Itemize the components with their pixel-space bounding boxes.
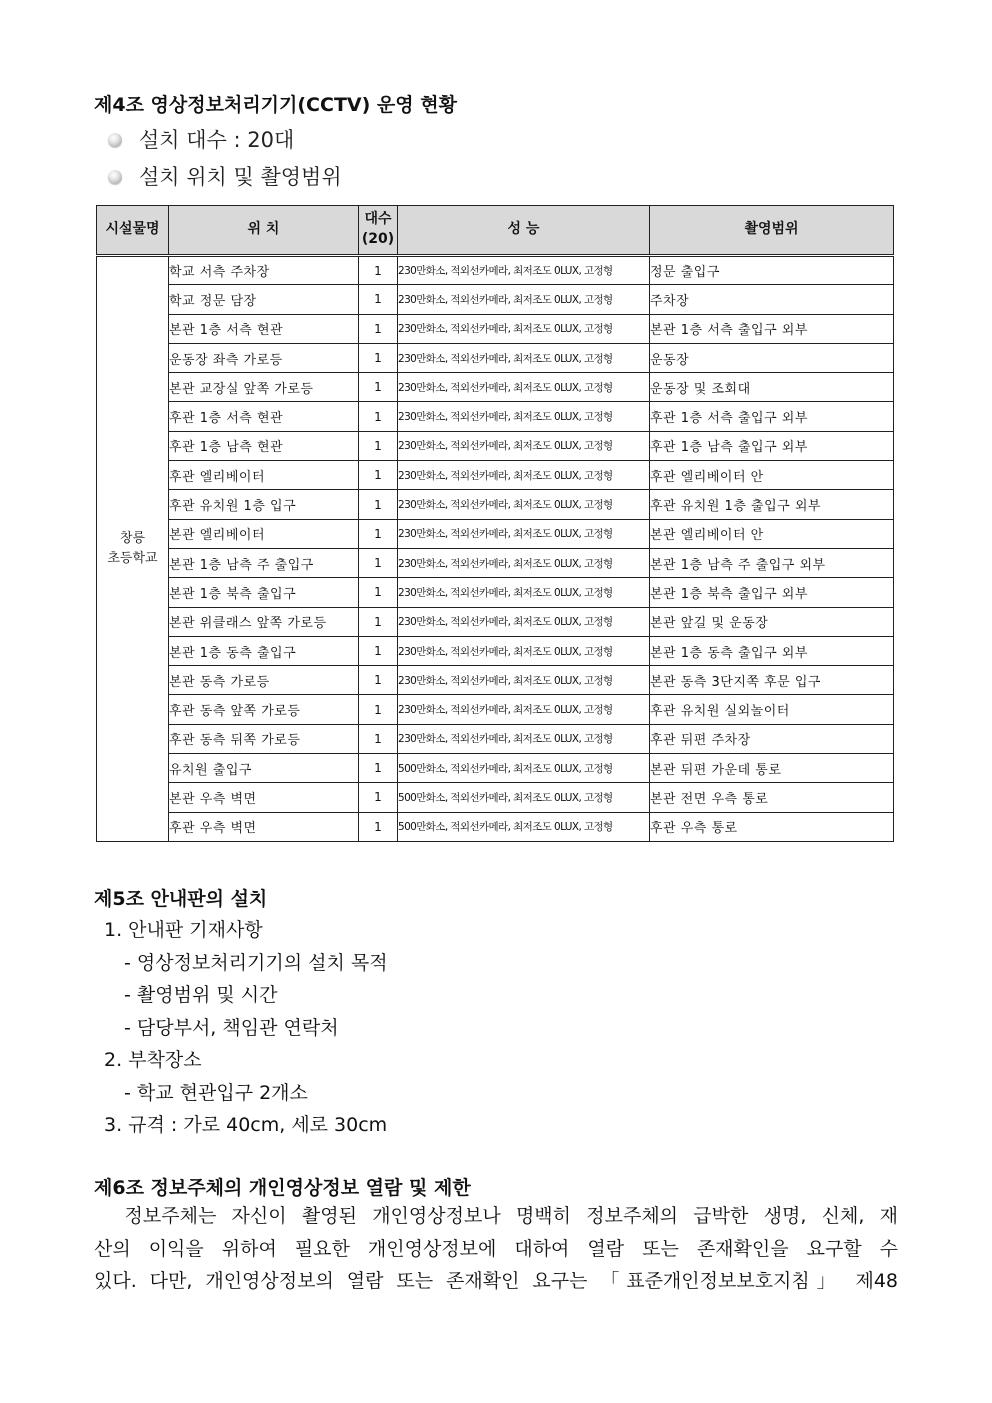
cctv-table <box>96 205 894 842</box>
list-item: - 촬영범위 및 시간 <box>124 984 278 1006</box>
table-row <box>97 256 894 285</box>
cell-range: 본관 뒤편 가운데 통로 <box>650 754 894 783</box>
facility-name-line2: 초등학교 <box>107 550 158 566</box>
cell-range: 후관 유치원 실외놀이터 <box>650 695 894 724</box>
cell-range: 후관 유치원 1층 출입구 외부 <box>650 490 894 519</box>
header-performance: 성 능 <box>398 206 650 256</box>
cell-range: 본관 전면 우측 통로 <box>650 783 894 812</box>
header-quantity-line1: 대수 <box>364 211 392 228</box>
cell-performance: 230만화소, 적외선카메라, 최저조도 0LUX, 고정형 <box>398 285 650 314</box>
cell-location: 본관 엘리베이터 <box>169 519 359 548</box>
paragraph-line: 있다. 다만, 개인영상정보의 열람 또는 존재확인 요구는 「표준개인정보보호지침」 제48 <box>94 1270 898 1292</box>
header-location: 위 치 <box>169 206 359 256</box>
cell-location: 본관 위클래스 앞쪽 가로등 <box>169 607 359 636</box>
cell-performance: 230만화소, 적외선카메라, 최저조도 0LUX, 고정형 <box>398 578 650 607</box>
cell-location: 본관 우측 벽면 <box>169 783 359 812</box>
cell-quantity: 1 <box>359 343 398 372</box>
cell-quantity: 1 <box>359 548 398 577</box>
cell-location: 학교 정문 담장 <box>169 285 359 314</box>
cell-quantity: 1 <box>359 373 398 402</box>
cell-range: 본관 앞길 및 운동장 <box>650 607 894 636</box>
cell-location: 유치원 출입구 <box>169 754 359 783</box>
table-row <box>97 373 894 402</box>
facility-name-line1: 창릉 <box>119 531 146 547</box>
cell-performance: 230만화소, 적외선카메라, 최저조도 0LUX, 고정형 <box>398 373 650 402</box>
cell-range: 본관 동측 3단지쪽 후문 입구 <box>650 666 894 695</box>
table-row <box>97 490 894 519</box>
cell-location: 후관 유치원 1층 입구 <box>169 490 359 519</box>
cell-quantity: 1 <box>359 578 398 607</box>
cell-location: 본관 1층 북측 출입구 <box>169 578 359 607</box>
cell-performance: 500만화소, 적외선카메라, 최저조도 0LUX, 고정형 <box>398 754 650 783</box>
cell-quantity: 1 <box>359 754 398 783</box>
cell-range: 본관 엘리베이터 안 <box>650 519 894 548</box>
article4-title: 제4조 영상정보처리기기(CCTV) 운영 현황 <box>94 94 457 116</box>
article5-list <box>104 914 388 1142</box>
cell-range: 정문 출입구 <box>650 256 894 285</box>
cell-range: 후관 1층 남측 출입구 외부 <box>650 431 894 460</box>
list-item: - 담당부서, 책임관 연락처 <box>124 1016 339 1039</box>
cell-location: 본관 1층 남측 주 출입구 <box>169 548 359 577</box>
bullet-install-count <box>108 124 294 154</box>
cell-range: 본관 1층 북측 출입구 외부 <box>650 578 894 607</box>
cell-performance: 230만화소, 적외선카메라, 최저조도 0LUX, 고정형 <box>398 607 650 636</box>
cell-location: 후관 1층 서측 현관 <box>169 402 359 431</box>
cell-quantity: 1 <box>359 783 398 812</box>
table-row <box>97 607 894 636</box>
table-row <box>97 343 894 372</box>
cell-location: 후관 동측 뒤쪽 가로등 <box>169 724 359 753</box>
cell-performance: 230만화소, 적외선카메라, 최저조도 0LUX, 고정형 <box>398 402 650 431</box>
cell-performance: 230만화소, 적외선카메라, 최저조도 0LUX, 고정형 <box>398 343 650 372</box>
cell-range: 주차장 <box>650 285 894 314</box>
table-header-row <box>97 206 894 256</box>
cell-range: 본관 1층 남측 주 출입구 외부 <box>650 548 894 577</box>
paragraph-line: 산의 이익을 위하여 필요한 개인영상정보에 대하여 열람 또는 존재확인을 요구할 수 <box>94 1237 898 1260</box>
table-row <box>97 812 894 841</box>
cell-range: 후관 우측 통로 <box>650 812 894 841</box>
cell-quantity: 1 <box>359 812 398 841</box>
cell-range: 운동장 <box>650 343 894 372</box>
table-row <box>97 636 894 665</box>
header-facility: 시설물명 <box>97 206 169 256</box>
cell-location: 본관 동측 가로등 <box>169 666 359 695</box>
table-row <box>97 431 894 460</box>
table-row <box>97 666 894 695</box>
cell-quantity: 1 <box>359 607 398 636</box>
cell-performance: 230만화소, 적외선카메라, 최저조도 0LUX, 고정형 <box>398 431 650 460</box>
radio-bullet-icon <box>108 170 122 184</box>
cell-range: 본관 1층 동측 출입구 외부 <box>650 636 894 665</box>
radio-bullet-icon <box>108 133 122 147</box>
cell-quantity: 1 <box>359 256 398 285</box>
table-row <box>97 461 894 490</box>
table-body <box>97 256 894 842</box>
cell-performance: 230만화소, 적외선카메라, 최저조도 0LUX, 고정형 <box>398 314 650 343</box>
facility-cell <box>97 256 169 842</box>
cell-quantity: 1 <box>359 695 398 724</box>
header-range: 촬영범위 <box>650 206 894 256</box>
cell-location: 후관 동측 앞쪽 가로등 <box>169 695 359 724</box>
cell-performance: 230만화소, 적외선카메라, 최저조도 0LUX, 고정형 <box>398 666 650 695</box>
cell-performance: 230만화소, 적외선카메라, 최저조도 0LUX, 고정형 <box>398 724 650 753</box>
cell-performance: 230만화소, 적외선카메라, 최저조도 0LUX, 고정형 <box>398 461 650 490</box>
cell-location: 운동장 좌측 가로등 <box>169 343 359 372</box>
list-item: - 영상정보처리기기의 설치 목적 <box>124 951 388 974</box>
cell-location: 후관 엘리베이터 <box>169 461 359 490</box>
cell-quantity: 1 <box>359 666 398 695</box>
cell-range: 후관 뒤편 주차장 <box>650 724 894 753</box>
table-row <box>97 285 894 314</box>
header-quantity-line2: (20) <box>361 231 395 247</box>
article5-title: 제5조 안내판의 설치 <box>94 888 268 910</box>
table-row <box>97 548 894 577</box>
cell-quantity: 1 <box>359 402 398 431</box>
cell-quantity: 1 <box>359 461 398 490</box>
cell-location: 후관 1층 남측 현관 <box>169 431 359 460</box>
cell-performance: 230만화소, 적외선카메라, 최저조도 0LUX, 고정형 <box>398 519 650 548</box>
table-row <box>97 695 894 724</box>
cell-location: 본관 교장실 앞쪽 가로등 <box>169 373 359 402</box>
paragraph-line: 정보주체는 자신이 촬영된 개인영상정보나 명백히 정보주체의 급박한 생명, 신체, 재 <box>94 1205 898 1227</box>
cell-quantity: 1 <box>359 519 398 548</box>
table-row <box>97 783 894 812</box>
cell-quantity: 1 <box>359 636 398 665</box>
cell-performance: 500만화소, 적외선카메라, 최저조도 0LUX, 고정형 <box>398 783 650 812</box>
bullet-text: 설치 대수 : 20대 <box>139 128 295 152</box>
cell-performance: 230만화소, 적외선카메라, 최저조도 0LUX, 고정형 <box>398 256 650 285</box>
table-row <box>97 519 894 548</box>
cell-performance: 230만화소, 적외선카메라, 최저조도 0LUX, 고정형 <box>398 695 650 724</box>
table-row <box>97 754 894 783</box>
table-row <box>97 314 894 343</box>
cell-location: 본관 1층 동측 출입구 <box>169 636 359 665</box>
bullet-text: 설치 위치 및 촬영범위 <box>139 165 342 189</box>
cell-quantity: 1 <box>359 314 398 343</box>
article6-title: 제6조 정보주체의 개인영상정보 열람 및 제한 <box>94 1177 471 1199</box>
cell-performance: 230만화소, 적외선카메라, 최저조도 0LUX, 고정형 <box>398 636 650 665</box>
cell-performance: 230만화소, 적외선카메라, 최저조도 0LUX, 고정형 <box>398 548 650 577</box>
cell-range: 운동장 및 조회대 <box>650 373 894 402</box>
cell-range: 본관 1층 서측 출입구 외부 <box>650 314 894 343</box>
table-row <box>97 402 894 431</box>
list-item: 2. 부착장소 <box>104 1049 202 1071</box>
cell-range: 후관 1층 서측 출입구 외부 <box>650 402 894 431</box>
article6-paragraph <box>94 1200 898 1298</box>
cell-quantity: 1 <box>359 490 398 519</box>
list-item: 3. 규격 : 가로 40cm, 세로 30cm <box>104 1114 388 1136</box>
cell-location: 학교 서측 주차장 <box>169 256 359 285</box>
table-row <box>97 578 894 607</box>
cell-performance: 500만화소, 적외선카메라, 최저조도 0LUX, 고정형 <box>398 812 650 841</box>
cell-location: 본관 1층 서측 현관 <box>169 314 359 343</box>
list-item: - 학교 현관입구 2개소 <box>124 1081 308 1104</box>
cell-quantity: 1 <box>359 431 398 460</box>
cell-performance: 230만화소, 적외선카메라, 최저조도 0LUX, 고정형 <box>398 490 650 519</box>
cell-location: 후관 우측 벽면 <box>169 812 359 841</box>
bullet-install-location <box>108 161 342 191</box>
cell-quantity: 1 <box>359 724 398 753</box>
header-quantity <box>359 206 398 256</box>
cell-quantity: 1 <box>359 285 398 314</box>
cell-range: 후관 엘리베이터 안 <box>650 461 894 490</box>
table-row <box>97 724 894 753</box>
list-item: 1. 안내판 기재사항 <box>104 919 263 941</box>
